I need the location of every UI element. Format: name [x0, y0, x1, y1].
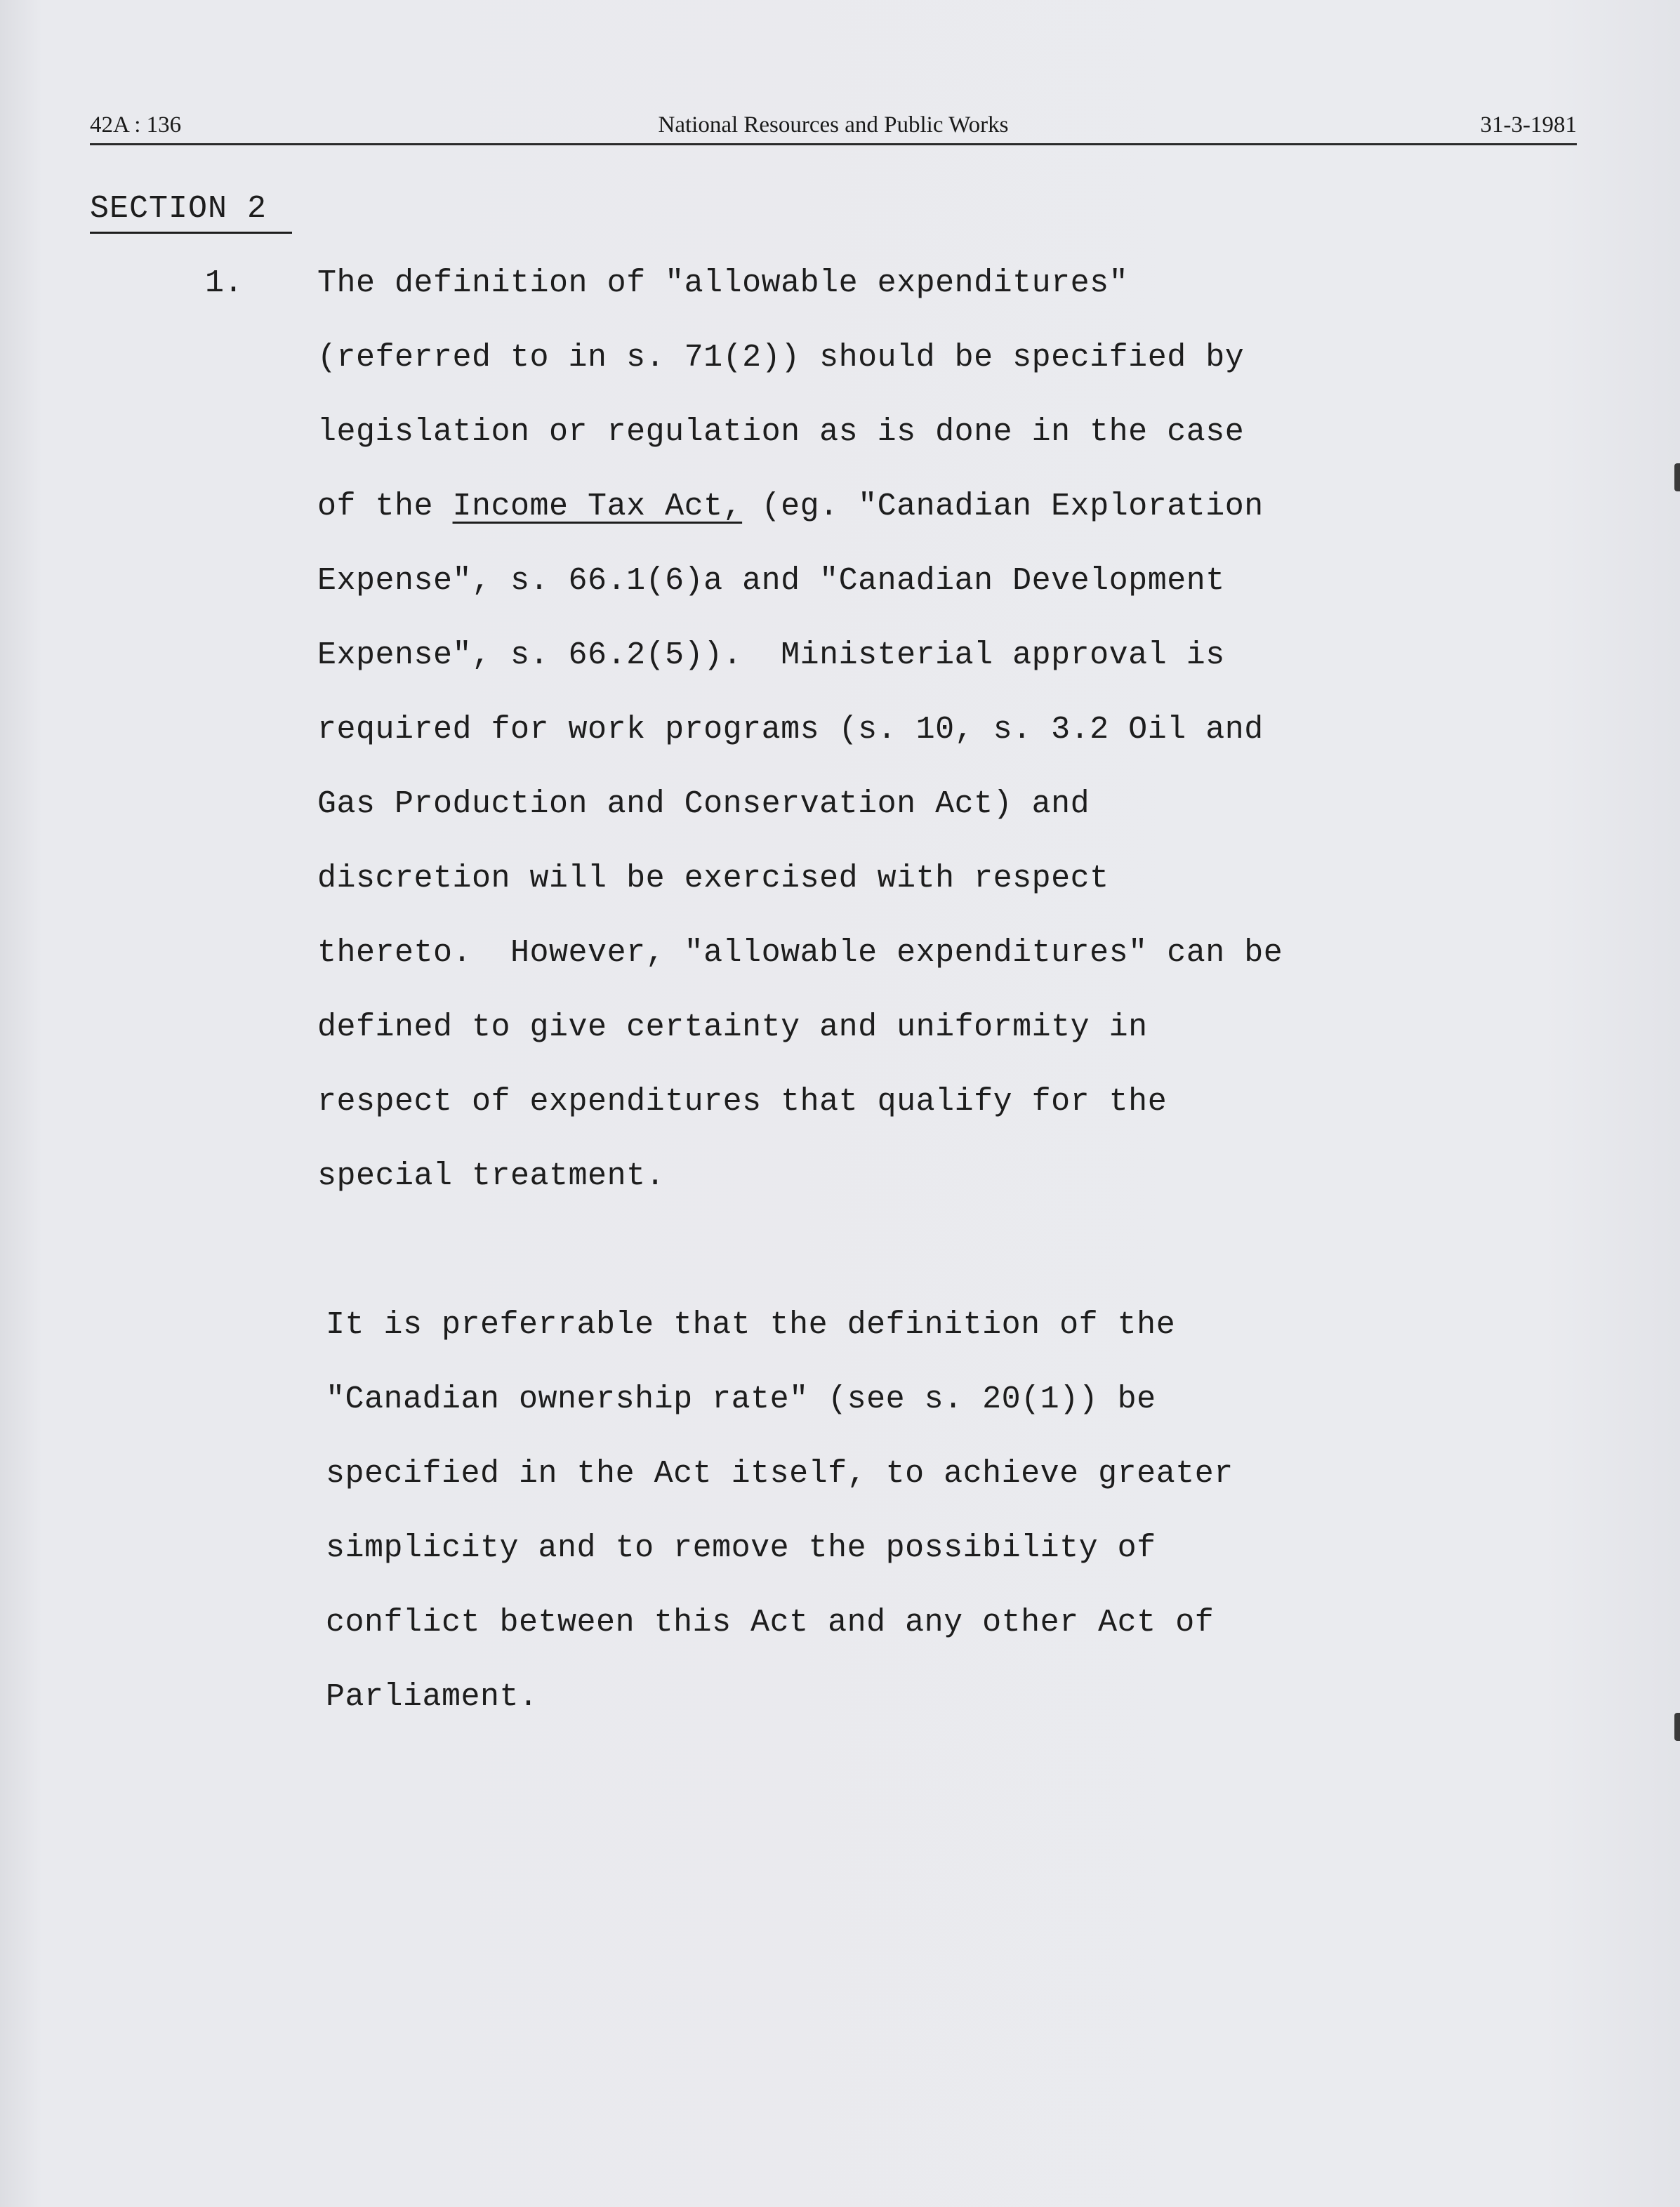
- paragraph1-line: Expense", s. 66.1(6)a and "Canadian Development: [317, 563, 1225, 599]
- section-title: SECTION 2: [90, 191, 267, 227]
- header-title: National Resources and Public Works: [658, 112, 1009, 138]
- paragraph2-line: "Canadian ownership rate" (see s. 20(1)) be: [326, 1381, 1156, 1417]
- header-rule: [90, 143, 1577, 145]
- paragraph2-line: specified in the Act itself, to achieve greater: [326, 1456, 1233, 1492]
- paragraph1-line: Expense", s. 66.2(5)). Ministerial approval is: [317, 637, 1225, 673]
- paragraph2-line: conflict between this Act and any other Act of: [326, 1605, 1215, 1641]
- paragraph1-line: required for work programs (s. 10, s. 3.2 Oil and: [317, 712, 1264, 748]
- paragraph1-line: The definition of "allowable expenditures": [317, 265, 1129, 301]
- paragraph2-line: It is preferrable that the definition of the: [326, 1307, 1176, 1343]
- paragraph1-line: thereto. However, "allowable expenditures" can be: [317, 935, 1283, 971]
- paragraph1-line: special treatment.: [317, 1158, 666, 1194]
- page-edge-mark: [1674, 1713, 1680, 1741]
- paragraph2-line: Parliament.: [326, 1679, 538, 1715]
- header-date: 31-3-1981: [1480, 112, 1577, 138]
- page-header: [90, 112, 1577, 145]
- page-edge-mark: [1674, 463, 1680, 491]
- paragraph1-line: [317, 489, 1264, 524]
- paragraph1-text: of the: [317, 489, 453, 524]
- paragraph1-text: (eg. "Canadian Exploration: [742, 489, 1264, 524]
- act-title-underlined: Income Tax Act,: [452, 489, 743, 524]
- item-number: 1.: [205, 265, 244, 301]
- paragraph1-line: respect of expenditures that qualify for the: [317, 1084, 1168, 1120]
- section-title-underline: [90, 232, 292, 234]
- paragraph1-line: (referred to in s. 71(2)) should be specified by: [317, 340, 1245, 376]
- paragraph1-line: Gas Production and Conservation Act) and: [317, 786, 1090, 822]
- paragraph1-line: defined to give certainty and uniformity in: [317, 1009, 1148, 1045]
- paragraph1-line: legislation or regulation as is done in the case: [317, 414, 1245, 450]
- paragraph2-line: simplicity and to remove the possibility of: [326, 1530, 1156, 1566]
- paragraph1-line: discretion will be exercised with respect: [317, 861, 1109, 896]
- header-page-number: 42A : 136: [90, 112, 182, 138]
